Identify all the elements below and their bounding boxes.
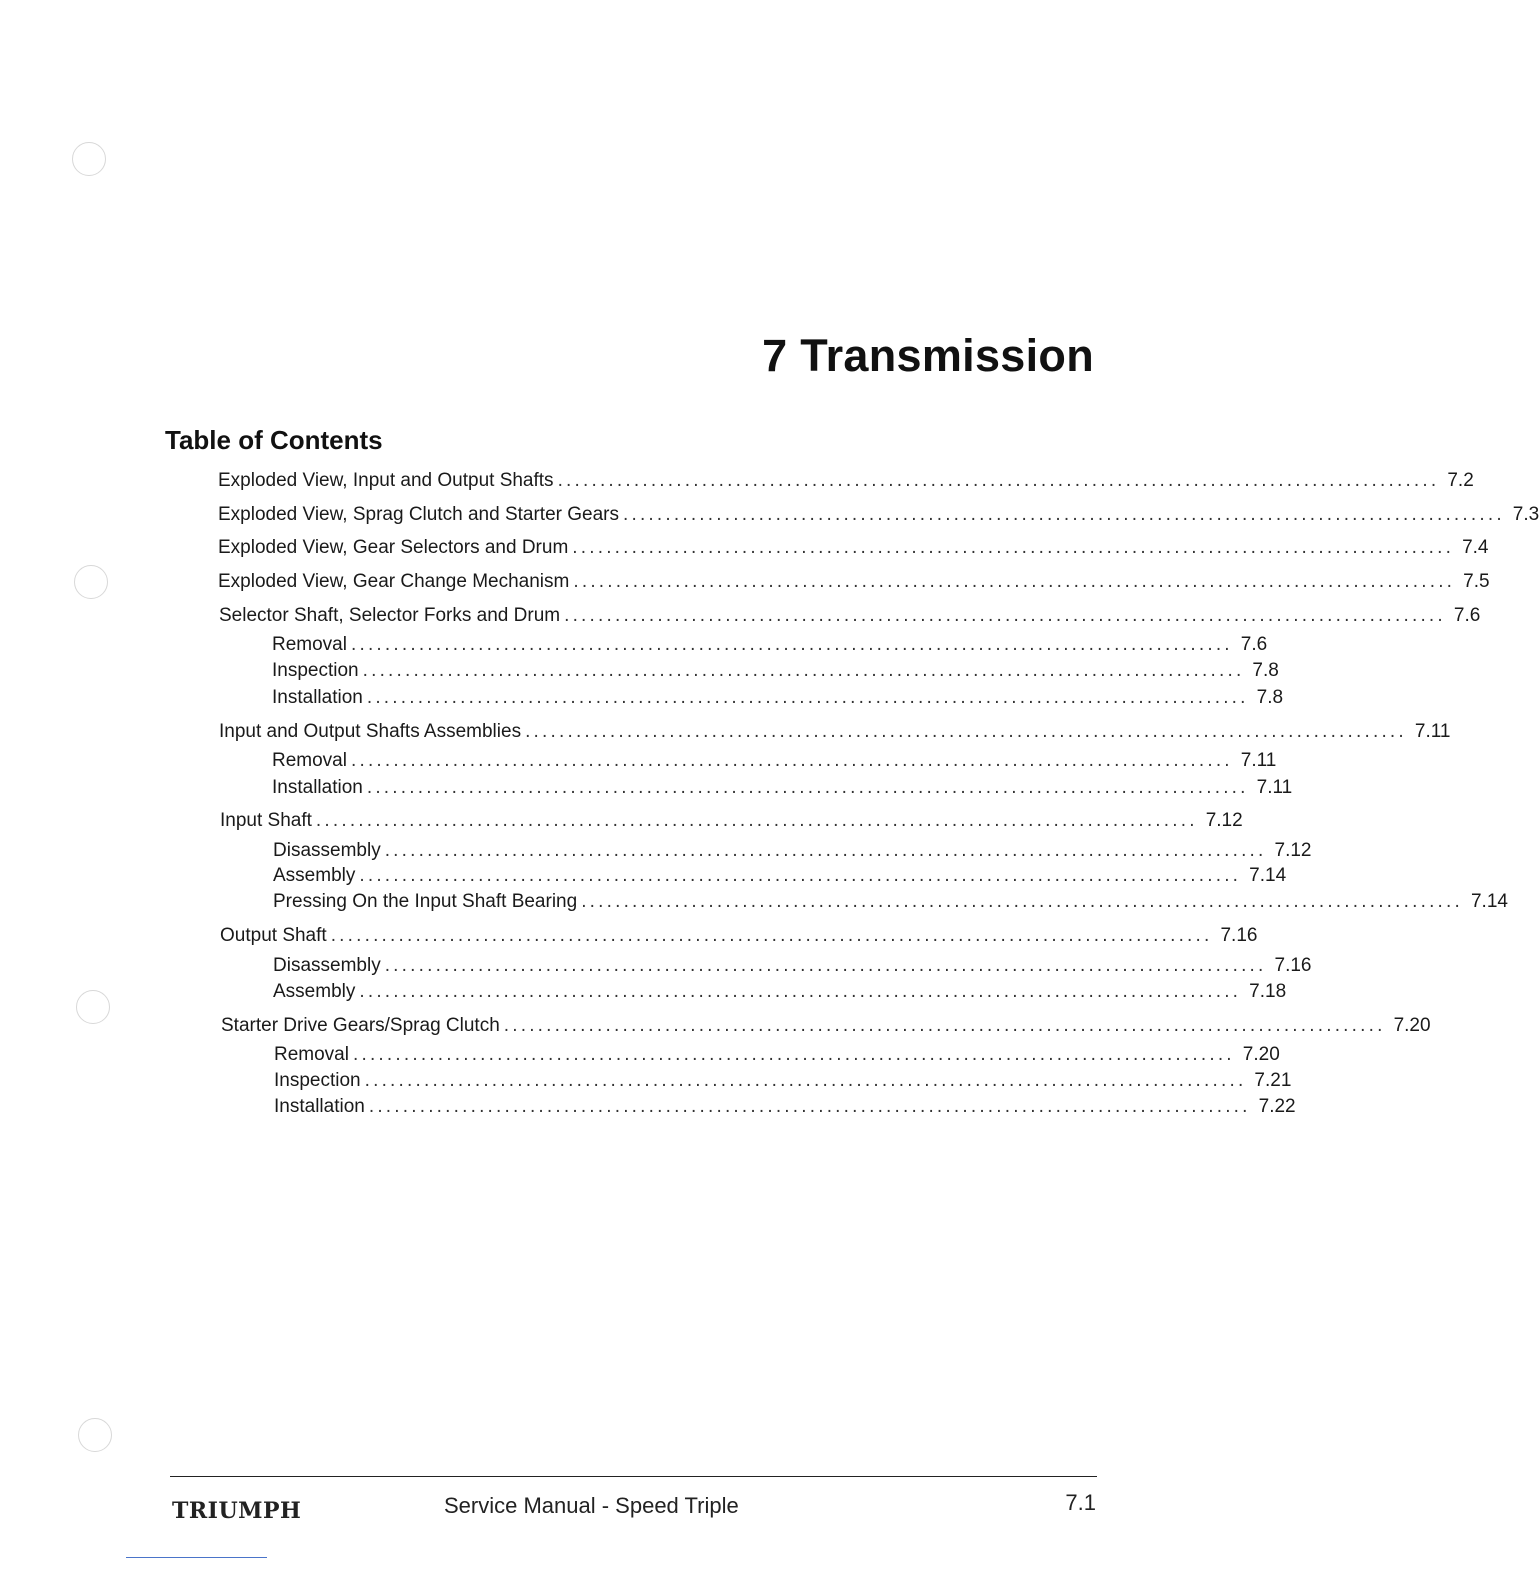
- toc-entry-page: 7.16: [1220, 925, 1258, 946]
- toc-entry-page: 7.12: [1274, 840, 1312, 861]
- toc-entry-label: Disassembly: [273, 840, 381, 861]
- toc-entry[interactable]: [218, 503, 1539, 527]
- toc-entry-label: Disassembly: [273, 955, 381, 976]
- dot-leader: ........................................................................................................: [368, 1096, 1251, 1117]
- dot-leader: ........................................................................................................: [359, 981, 1242, 1002]
- toc-subentry[interactable]: [272, 633, 1268, 657]
- toc-entry[interactable]: [219, 720, 1451, 744]
- toc-entry[interactable]: [218, 570, 1490, 594]
- dot-leader: ........................................................................................................: [366, 687, 1249, 708]
- dot-leader: ........................................................................................................: [525, 721, 1407, 742]
- toc-entry-page: 7.5: [1463, 571, 1490, 592]
- toc-entry-label: Installation: [272, 687, 363, 708]
- toc-subentry[interactable]: [272, 686, 1284, 710]
- toc-entry-label: Input Shaft: [220, 810, 312, 831]
- toc-entry-page: 7.11: [1256, 777, 1293, 798]
- toc-entry-label: Exploded View, Gear Selectors and Drum: [218, 537, 569, 558]
- toc-subentry[interactable]: [273, 864, 1287, 888]
- toc-subentry[interactable]: [273, 980, 1287, 1004]
- toc-entry-page: 7.8: [1256, 687, 1284, 708]
- toc-subentry[interactable]: [273, 839, 1312, 863]
- dot-leader: ........................................................................................................: [315, 810, 1198, 831]
- toc-entry-label: Exploded View, Gear Change Mechanism: [218, 571, 570, 592]
- dot-leader: ........................................................................................................: [503, 1015, 1386, 1036]
- dot-leader: ........................................................................................................: [330, 925, 1213, 946]
- dot-leader: ........................................................................................................: [350, 750, 1233, 771]
- dot-leader: ........................................................................................................: [557, 470, 1440, 491]
- toc-entry-page: 7.11: [1240, 750, 1277, 771]
- dot-leader: ........................................................................................................: [384, 955, 1267, 976]
- toc-entry[interactable]: [218, 536, 1489, 560]
- footer-manual-title: Service Manual - Speed Triple: [444, 1493, 739, 1518]
- toc-entry-label: Installation: [272, 777, 363, 798]
- toc-entry-page: 7.3: [1512, 504, 1539, 525]
- punch-hole-4: [78, 1418, 112, 1452]
- toc-subentry[interactable]: [273, 954, 1312, 978]
- toc-entry-page: 7.8: [1252, 660, 1279, 681]
- toc-entry[interactable]: [220, 809, 1243, 833]
- toc-entry-label: Selector Shaft, Selector Forks and Drum: [219, 605, 561, 626]
- toc-entry-label: Removal: [272, 750, 347, 771]
- dot-leader: ........................................................................................................: [384, 840, 1267, 861]
- toc-entry-label: Inspection: [272, 660, 359, 681]
- dot-leader: ........................................................................................................: [362, 660, 1245, 681]
- toc-entry-page: 7.16: [1274, 955, 1312, 976]
- dot-leader: ........................................................................................................: [564, 605, 1446, 626]
- toc-entry-label: Exploded View, Sprag Clutch and Starter Gears: [218, 504, 619, 525]
- dot-leader: ........................................................................................................: [350, 634, 1233, 655]
- toc-entry-page: 7.22: [1258, 1096, 1296, 1117]
- dot-leader: ........................................................................................................: [572, 537, 1455, 558]
- toc-entry-page: 7.20: [1242, 1044, 1280, 1065]
- toc-entry-label: Assembly: [273, 865, 356, 886]
- toc-entry-page: 7.2: [1447, 470, 1474, 491]
- toc-entry-page: 7.12: [1205, 810, 1243, 831]
- toc-entry-page: 7.20: [1393, 1015, 1431, 1036]
- toc-entry-page: 7.21: [1254, 1070, 1292, 1091]
- toc-entry-page: 7.14: [1249, 865, 1287, 886]
- toc-entry-label: Assembly: [273, 981, 356, 1002]
- toc-entry-page: 7.14: [1470, 891, 1508, 912]
- toc-entry-page: 7.18: [1249, 981, 1287, 1002]
- toc-subentry[interactable]: [272, 749, 1277, 773]
- toc-entry[interactable]: [218, 469, 1474, 493]
- toc-entry-page: 7.11: [1414, 721, 1451, 742]
- toc-entry-label: Installation: [274, 1096, 365, 1117]
- toc-entry-label: Starter Drive Gears/Sprag Clutch: [221, 1015, 500, 1036]
- dot-leader: ........................................................................................................: [352, 1044, 1235, 1065]
- toc-subentry[interactable]: [274, 1095, 1296, 1119]
- dot-leader: ........................................................................................................: [366, 777, 1249, 798]
- toc-entry-page: 7.6: [1453, 605, 1481, 626]
- dot-leader: ........................................................................................................: [581, 891, 1463, 912]
- triumph-logo: TRIUMPH: [172, 1498, 302, 1524]
- toc-subentry[interactable]: [274, 1043, 1280, 1067]
- toc-subentry[interactable]: [273, 890, 1508, 914]
- toc-entry-label: Removal: [272, 634, 347, 655]
- footer-rule: [170, 1476, 1097, 1477]
- toc-entry[interactable]: [221, 1014, 1431, 1038]
- dot-leader: ........................................................................................................: [359, 865, 1242, 886]
- dot-leader: ........................................................................................................: [623, 504, 1505, 525]
- toc-entry-label: Output Shaft: [220, 925, 327, 946]
- toc-entry-label: Pressing On the Input Shaft Bearing: [273, 891, 578, 912]
- toc-entry-label: Exploded View, Input and Output Shafts: [218, 470, 554, 491]
- footer-page-number: 7.1: [1065, 1490, 1096, 1515]
- dot-leader: ........................................................................................................: [364, 1070, 1247, 1091]
- toc-entry[interactable]: [220, 924, 1258, 948]
- toc-entry-label: Removal: [274, 1044, 349, 1065]
- toc-entry[interactable]: [219, 604, 1481, 628]
- scan-artifact-line: [126, 1557, 267, 1558]
- chapter-title: 7 Transmission: [762, 330, 1094, 381]
- toc-entry-page: 7.6: [1240, 634, 1268, 655]
- toc-subentry[interactable]: [272, 659, 1279, 683]
- toc-entry-label: Input and Output Shafts Assemblies: [219, 721, 522, 742]
- toc-entry-label: Inspection: [274, 1070, 361, 1091]
- toc-subentry[interactable]: [272, 776, 1293, 800]
- toc-subentry[interactable]: [274, 1069, 1292, 1093]
- toc-entry-page: 7.4: [1462, 537, 1489, 558]
- toc-heading: Table of Contents: [165, 425, 383, 455]
- dot-leader: ........................................................................................................: [573, 571, 1456, 592]
